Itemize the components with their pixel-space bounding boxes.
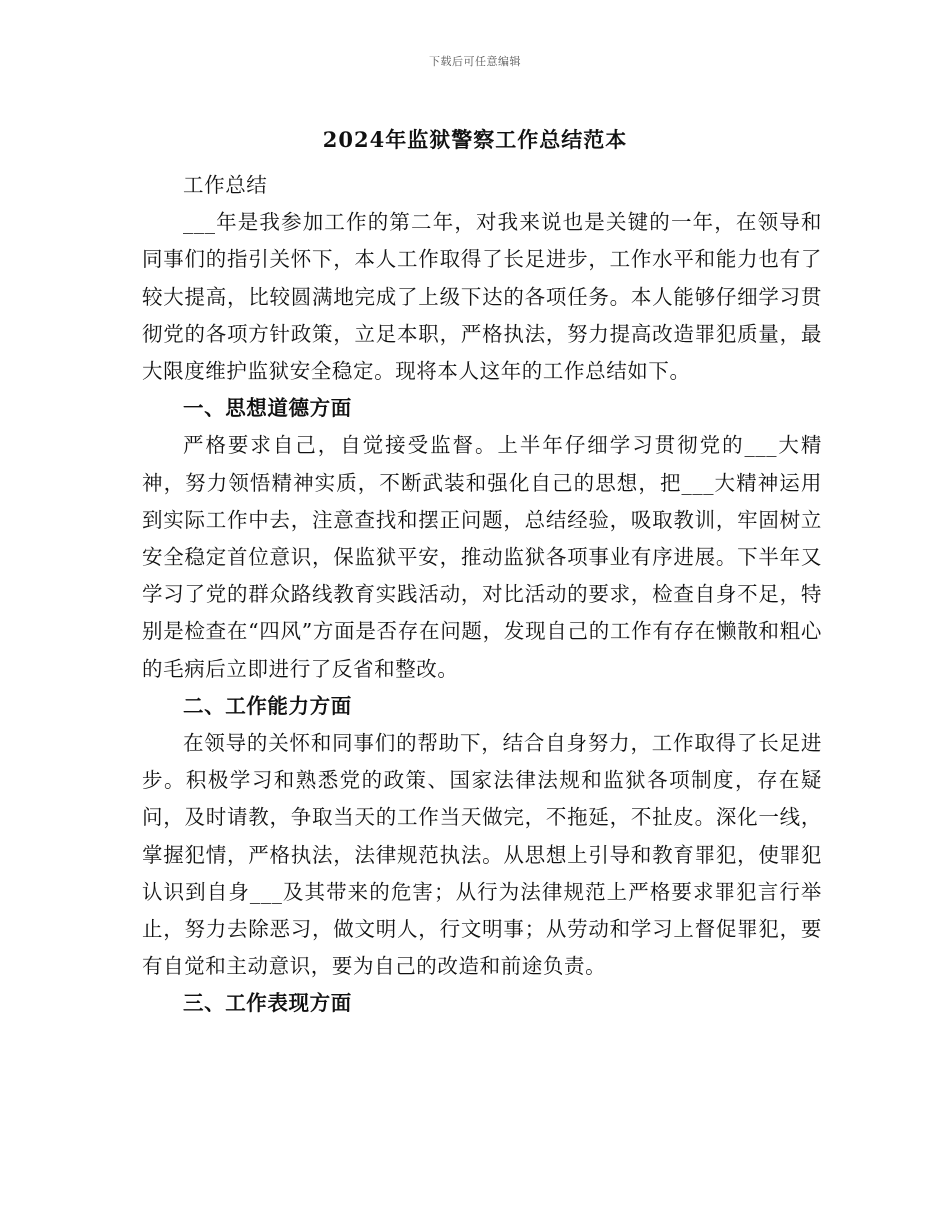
header-note: 下载后可任意编辑 <box>429 55 521 68</box>
intro-paragraph: ___年是我参加工作的第二年，对我来说也是关键的一年，在领导和同事们的指引关怀下，本人工作取得了长足进步，工作水平和能力也有了较大提高，比较圆满地完成了上级下达的各项任务。本人能够仔细学习贯彻党的各项方针政策，立足本职，严格执法，努力提高改造罪犯质量，最大限度维护监狱安全稳定。现将本人这年的工作总结如下。 <box>142 210 822 384</box>
subhead: 工作总结 <box>183 173 268 197</box>
section-heading-1: 一、思想道德方面 <box>183 396 352 421</box>
section-paragraph-2: 在领导的关怀和同事们的帮助下，结合自身努力，工作取得了长足进步。积极学习和熟悉党的政策、国家法律法规和监狱各项制度，存在疑问，及时请教，争取当天的工作当天做完，不拖延，不扯皮。深化一线，掌握犯情，严格执法，法律规范执法。从思想上引导和教育罪犯，使罪犯认识到自身___及其带来的危害；从行为法律规范上严格要求罪犯言行举止，努力去除恶习，做文明人，行文明事；从劳动和学习上督促罪犯，要有自觉和主动意识，要为自己的改造和前途负责。 <box>142 731 822 979</box>
document-title: 2024年监狱警察工作总结范本 <box>322 127 628 152</box>
section-heading-2: 二、工作能力方面 <box>183 693 352 718</box>
document-body <box>142 167 822 1023</box>
section-heading-3: 三、工作表现方面 <box>183 991 352 1016</box>
section-paragraph-1: 严格要求自己，自觉接受监督。上半年仔细学习贯彻党的___大精神，努力领悟精神实质，不断武装和强化自己的思想，把___大精神运用到实际工作中去，注意查找和摆正问题，总结经验，吸取教训，牢固树立安全稳定首位意识，保监狱平安，推动监狱各项事业有序进展。下半年又学习了党的群众路线教育实践活动，对比活动的要求，检查自身不足，特别是检查在“四风”方面是否存在问题，发现自己的工作有存在懒散和粗心的毛病后立即进行了反省和整改。 <box>142 433 822 681</box>
